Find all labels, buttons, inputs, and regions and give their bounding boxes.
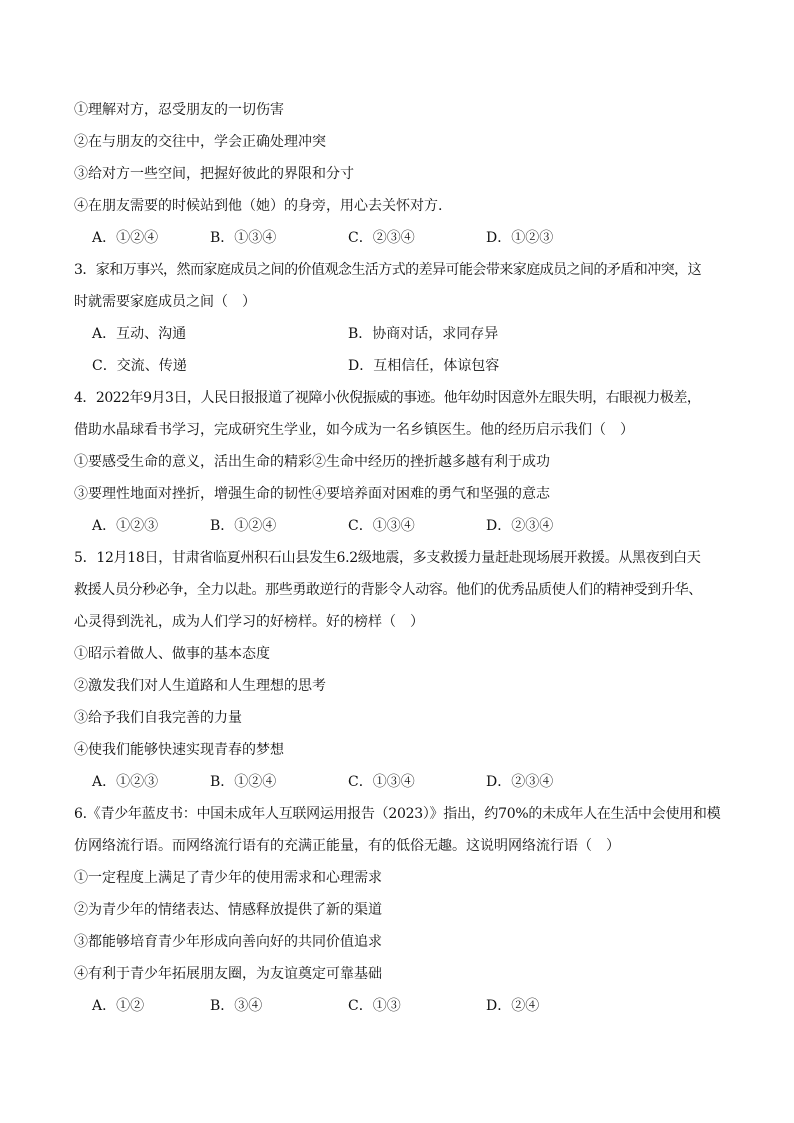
q4-option-c[interactable]: C．①③④: [348, 518, 415, 534]
q5-statement-2: ②激发我们对人生道路和人生理想的思考: [74, 678, 326, 694]
q5-options: [92, 772, 652, 792]
q2-option-d[interactable]: D．①②③: [486, 230, 554, 246]
q5-option-a[interactable]: A．①②③: [92, 774, 159, 790]
q3-option-a[interactable]: A．互动、沟通: [92, 326, 187, 342]
q4-option-b[interactable]: B．①②④: [210, 518, 277, 534]
q6-statement-2: ②为青少年的情绪表达、情感释放提供了新的渠道: [74, 902, 382, 918]
q3-stem-line-1: 3．家和万事兴，然而家庭成员之间的价值观念生活方式的差异可能会带来家庭成员之间的矛盾和冲突，这: [74, 262, 702, 278]
q6-statement-1: ①一定程度上满足了青少年的使用需求和心理需求: [74, 870, 382, 886]
q6-option-d[interactable]: D．②④: [486, 998, 540, 1014]
q6-option-b[interactable]: B．③④: [210, 998, 263, 1014]
q2-statement-3: ③给对方一些空间，把握好彼此的界限和分寸: [74, 166, 354, 182]
q4-stem-line-2: 借助水晶球看书学习，完成研究生学业，如今成为一名乡镇医生。他的经历启示我们（ ）: [74, 422, 634, 438]
q2-options: [92, 228, 652, 248]
q3-option-b[interactable]: B．协商对话，求同存异: [348, 326, 499, 342]
q3-options-row-2: [92, 356, 652, 376]
q2-option-a[interactable]: A．①②④: [92, 230, 159, 246]
q4-option-a[interactable]: A．①②③: [92, 518, 159, 534]
q5-option-d[interactable]: D．②③④: [486, 774, 554, 790]
q5-statement-3: ③给予我们自我完善的力量: [74, 710, 242, 726]
q4-statement-row-2: ③要理性地面对挫折，增强生命的韧性④要培养面对困难的勇气和坚强的意志: [74, 486, 550, 502]
q6-options: [92, 996, 652, 1016]
q4-options: [92, 516, 652, 536]
q3-stem-line-2: 时就需要家庭成员之间（ ）: [74, 294, 256, 310]
q5-statement-4: ④使我们能够快速实现青春的梦想: [74, 742, 284, 758]
q6-stem-line-2: 仿网络流行语。而网络流行语有的充满正能量，有的低俗无趣。这说明网络流行语（ ）: [74, 838, 620, 854]
q5-option-b[interactable]: B．①②④: [210, 774, 277, 790]
q5-statement-1: ①昭示着做人、做事的基本态度: [74, 646, 270, 662]
q4-statement-row-1: ①要感受生命的意义，活出生命的精彩②生命中经历的挫折越多越有利于成功: [74, 454, 550, 470]
q6-statement-4: ④有利于青少年拓展朋友圈，为友谊奠定可靠基础: [74, 966, 382, 982]
q5-stem-line-1: 5．12月18日，甘肃省临夏州积石山县发生6.2级地震，多支救援力量赶赴现场展开救援。从黑夜到白天: [74, 550, 701, 566]
q4-option-d[interactable]: D．②③④: [486, 518, 554, 534]
q6-stem-line-1: 6.《青少年蓝皮书：中国未成年人互联网运用报告（2023）》指出，约70%的未成年人在生活中会使用和模: [74, 806, 721, 822]
q6-statement-3: ③都能够培育青少年形成向善向好的共同价值追求: [74, 934, 382, 950]
q6-option-a[interactable]: A．①②: [92, 998, 145, 1014]
q2-option-c[interactable]: C．②③④: [348, 230, 415, 246]
q2-statement-4: ④在朋友需要的时候站到他（她）的身旁，用心去关怀对方.: [74, 198, 443, 214]
q2-statement-1: ①理解对方，忍受朋友的一切伤害: [74, 102, 284, 118]
q2-statement-2: ②在与朋友的交往中，学会正确处理冲突: [74, 134, 326, 150]
q3-option-c[interactable]: C．交流、传递: [92, 358, 187, 374]
q5-option-c[interactable]: C．①③④: [348, 774, 415, 790]
q5-stem-line-2: 救援人员分秒必争，全力以赴。那些勇敢逆行的背影令人动容。他们的优秀品质使人们的精神受到升华、: [74, 582, 702, 598]
q4-stem-line-1: 4．2022年9月3日，人民日报报道了视障小伙倪振威的事迹。他年幼时因意外左眼失明，右眼视力极差，: [74, 390, 701, 406]
q3-options-row-1: [92, 324, 652, 344]
q6-option-c[interactable]: C．①③: [348, 998, 401, 1014]
q5-stem-line-3: 心灵得到洗礼，成为人们学习的好榜样。好的榜样（ ）: [74, 614, 424, 630]
q2-option-b[interactable]: B．①③④: [210, 230, 277, 246]
q3-option-d[interactable]: D．互相信任，体谅包容: [348, 358, 500, 374]
